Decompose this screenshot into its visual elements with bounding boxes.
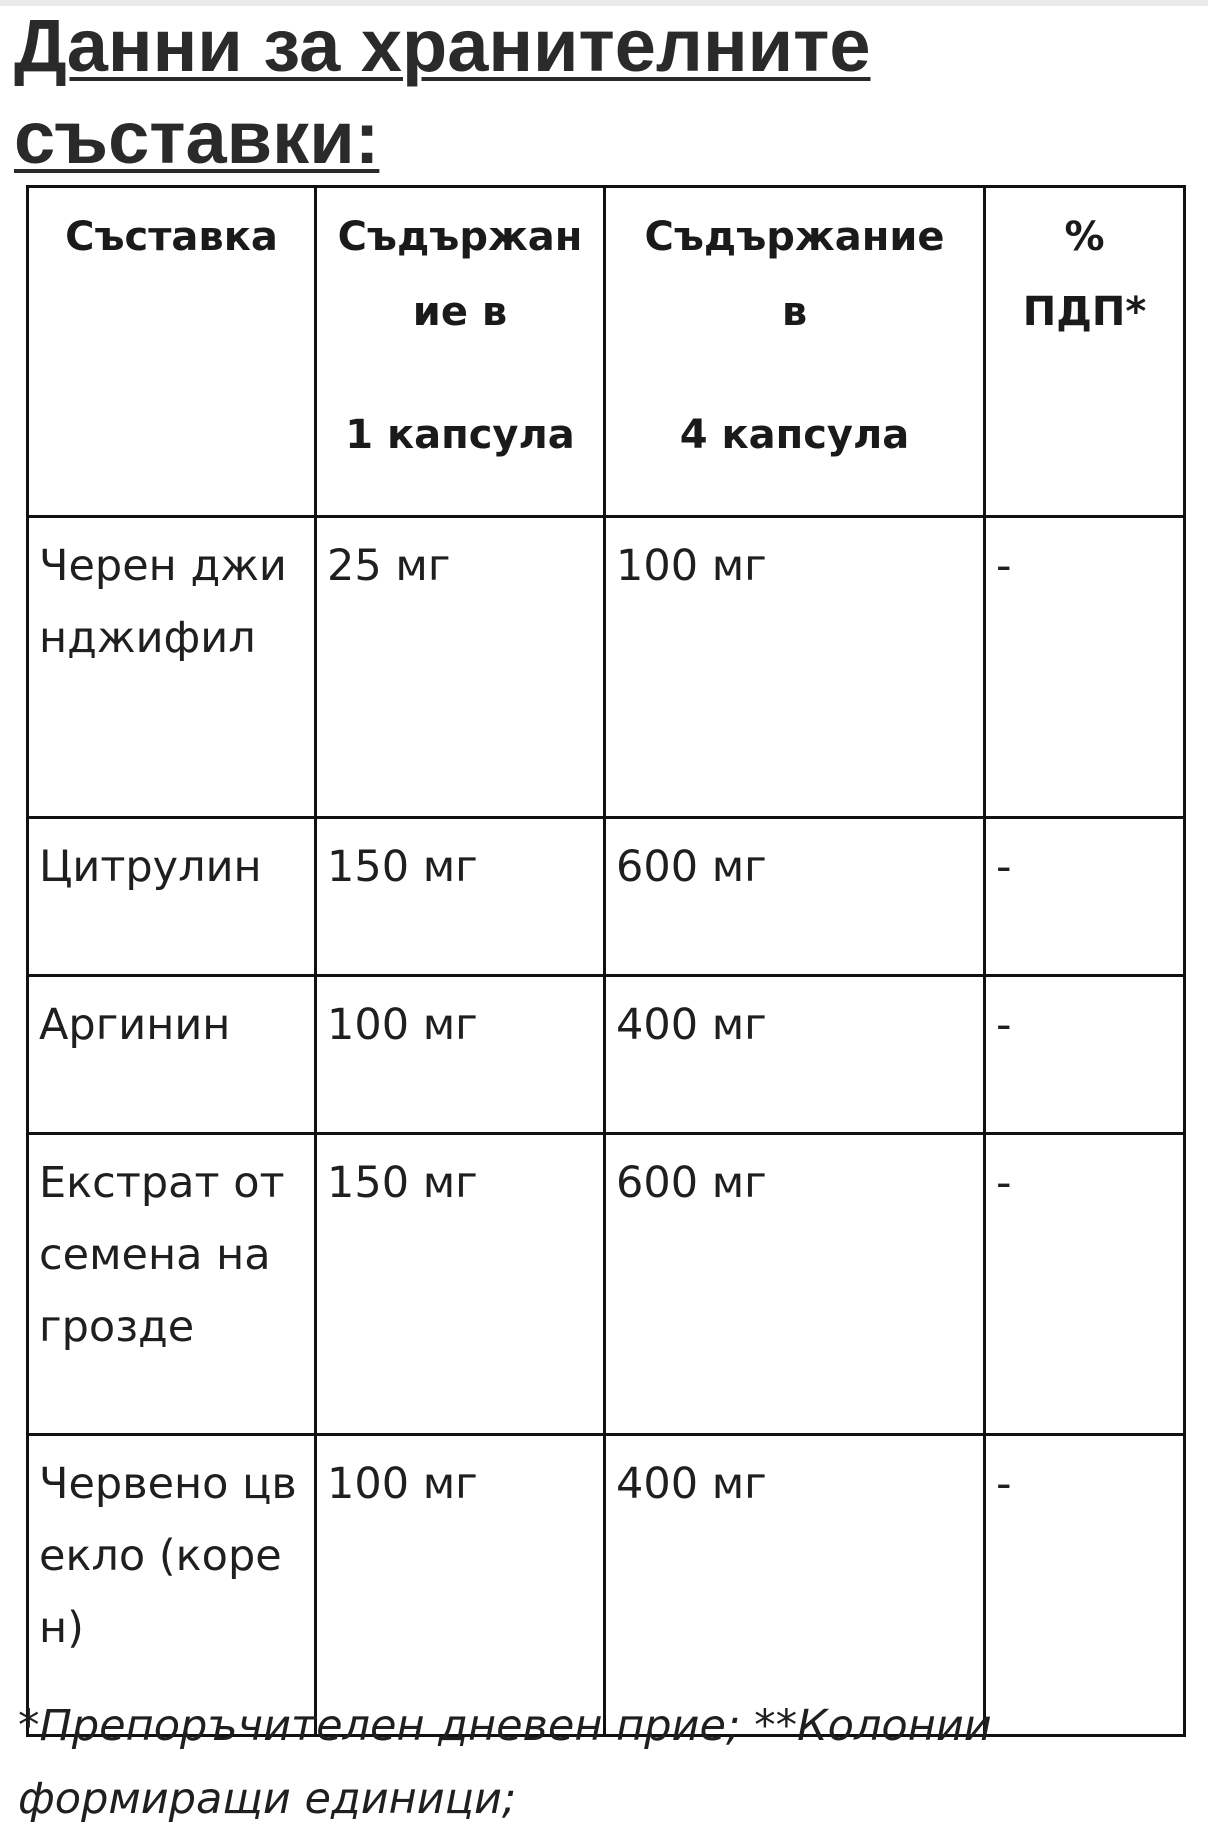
header-per-4-line1: Съдържание [644, 214, 945, 260]
nutrition-table [26, 185, 1186, 1737]
header-ingredient [28, 187, 316, 517]
cell-rdi: - [985, 976, 1185, 1134]
cell-rdi: - [985, 1134, 1185, 1435]
header-per-4-capsules [605, 187, 985, 517]
cell-per-4: 100 мг [605, 517, 985, 818]
cell-ingredient: Червено цвекло (корен) [28, 1435, 316, 1736]
cell-ingredient: Черен джинджифил [28, 517, 316, 818]
table-row [28, 976, 1185, 1134]
header-ingredient-label: Съставка [65, 214, 278, 260]
cell-per-4: 400 мг [605, 1435, 985, 1736]
cell-rdi: - [985, 517, 1185, 818]
header-per-4-line3: 4 капсула [679, 412, 910, 458]
header-per-1-capsule [316, 187, 605, 517]
header-rdi-line2: ПДП* [1022, 289, 1147, 335]
cell-rdi: - [985, 1435, 1185, 1736]
cell-per-1: 100 мг [316, 976, 605, 1134]
page-title: Данни за хранителните съставки: [14, 4, 871, 179]
footnote: *Препоръчителен дневен прие; **Колонии формиращи единици; [18, 1701, 992, 1824]
header-rdi-line1: % [1064, 214, 1105, 260]
cell-ingredient: Екстрат от семена на грозде [28, 1134, 316, 1435]
header-per-1-line3: 1 капсула [345, 412, 575, 458]
header-per-4-line2: в [781, 289, 808, 335]
cell-per-4: 400 мг [605, 976, 985, 1134]
header-rdi-percent [985, 187, 1185, 517]
cell-per-1: 100 мг [316, 1435, 605, 1736]
cell-per-1: 25 мг [316, 517, 605, 818]
cell-per-1: 150 мг [316, 818, 605, 976]
cell-per-4: 600 мг [605, 818, 985, 976]
cell-ingredient: Аргинин [28, 976, 316, 1134]
table-header-row [28, 187, 1185, 517]
table-row [28, 517, 1185, 818]
header-per-1-line2: ие в [412, 289, 508, 335]
table-row [28, 818, 1185, 976]
cell-rdi: - [985, 818, 1185, 976]
cell-per-1: 150 мг [316, 1134, 605, 1435]
cell-ingredient: Цитрулин [28, 818, 316, 976]
header-per-1-line1: Съдържан [337, 214, 583, 260]
cell-per-4: 600 мг [605, 1134, 985, 1435]
table-row [28, 1134, 1185, 1435]
